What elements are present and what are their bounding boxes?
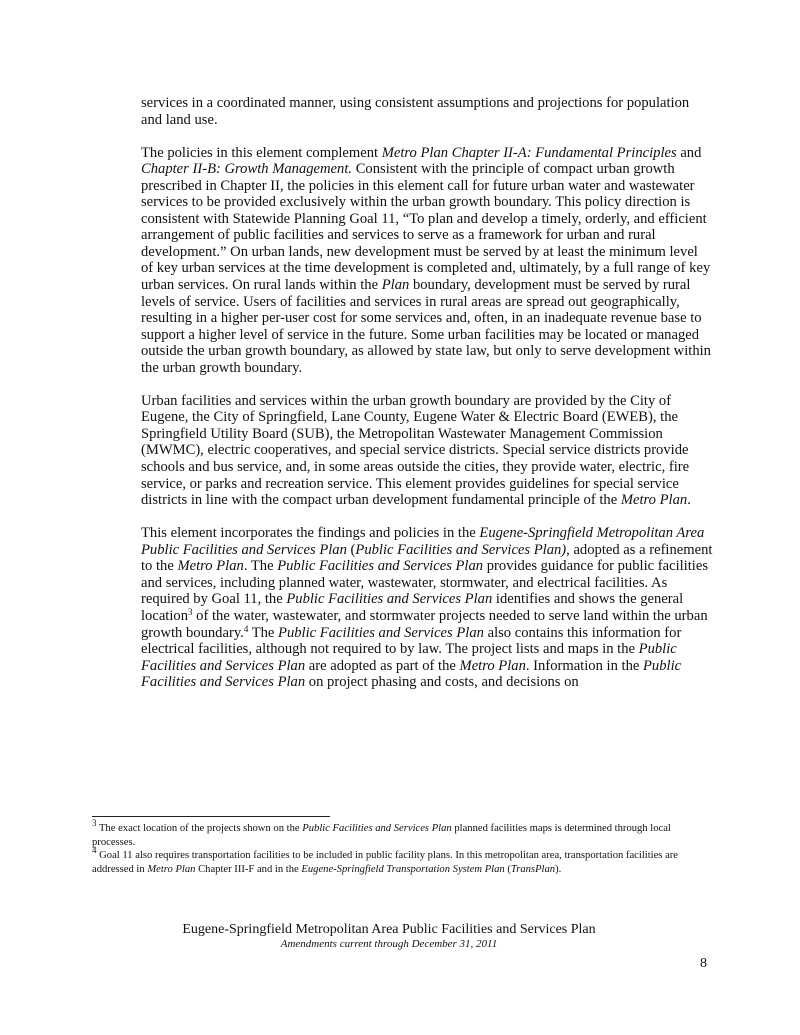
text-run: identifies and shows the general location (141, 591, 684, 624)
body-text (141, 95, 713, 691)
text-run: boundary, development must be served by rural levels of service. Users of facilities and services in rural areas are spread out geographically, resulting in a higher per-user cost for some services and, often, in an inadequate revenue base to support a higher level of service in the future. Some urban facilities may be located or managed outside the urban growth boundary, as allowed by state law, but only to serve development within the urban growth boundary. (141, 277, 711, 376)
text-run: The (248, 624, 279, 641)
text-run: This element incorporates the findings and policies in the (141, 525, 480, 542)
text-run: Chapter III-F and in the (195, 863, 302, 875)
paragraph-2 (141, 145, 713, 377)
text-run: . (687, 492, 691, 509)
italic-run: TransPlan (510, 863, 556, 875)
italic-run: Metro Plan Chapter II-A: Fundamental Principles (381, 144, 677, 161)
text-run: The exact location of the projects shown on the (96, 823, 303, 834)
footnote-4 (92, 845, 712, 876)
footer-title: Eugene-Springfield Metropolitan Area Public Facilities and Services Plan (182, 922, 596, 937)
italic-run: Public Facilities and Services Plan) (355, 541, 567, 558)
italic-run: Public Facilities and Services Plan (302, 823, 452, 834)
footnote-marker: 4 (243, 623, 249, 634)
footnotes (92, 818, 712, 876)
italic-run: Metro Plan (177, 558, 244, 575)
italic-run: Public Facilities and Services Plan (278, 624, 484, 641)
footnote-divider (92, 816, 330, 817)
footer-subtitle: Amendments current through December 31, 2011 (280, 938, 498, 950)
italic-run: Eugene-Springfield Transportation System Plan (301, 863, 505, 875)
page-footer (0, 921, 800, 951)
italic-run: Public Facilities and Services Plan (141, 657, 682, 691)
page-number: 8 (700, 956, 707, 971)
footnote-marker: 3 (188, 606, 193, 617)
text-run: also contains this information for electrical facilities, although not required to by law. The project lists and maps in the (141, 624, 682, 658)
text-run: and (676, 144, 702, 161)
italic-run: Public Facilities and Services Plan (286, 591, 493, 608)
paragraph-1 (141, 95, 713, 128)
text-run: Urban facilities and services within the urban growth boundary are provided by the City of Eugene, the City of Springfield, Lane County, Eugene Water & Electric Board (EWEB), the Springfield Utility Board (SUB), the Metropolitan Wastewater Management Commission (MWMC), electric cooperatives, and special service districts. Special service districts provide schools and bus service, and, in some areas outside the cities, they provide water, electric, fire service, or parks and recreation service. This element provides guidelines for special service districts in line with the compact urban development fundamental principle of the (141, 392, 690, 509)
text-run: , adopted as a refinement to the (141, 541, 713, 575)
text-run: planned facilities maps is determined through local processes. (92, 823, 671, 848)
text-run: on project phasing and costs, and decisions on (305, 674, 579, 691)
italic-run: Metro Plan (147, 863, 196, 875)
text-run: ( (504, 863, 511, 875)
italic-run: Chapter II-B: Growth Management. (141, 161, 353, 178)
text-run: Goal 11 also requires transportation facilities to be included in public facility plans. In this metropolitan area, transportation facilities are addressed in (92, 850, 678, 875)
text-run: of the water, wastewater, and stormwater projects needed to serve land within the urban growth boundary. (141, 607, 708, 641)
text-run: . The (243, 558, 278, 575)
italic-run: Eugene-Springfield Metropolitan Area Public Facilities and Services Plan (141, 525, 705, 558)
paragraph-4 (141, 525, 713, 690)
paragraph-3 (141, 393, 713, 509)
text-run: ( (346, 541, 356, 558)
italic-run: Public Facilities and Services Plan (141, 641, 677, 674)
italic-run: Plan (381, 277, 410, 294)
italic-run: Metro Plan (620, 492, 688, 509)
footnote-marker: 3 (92, 818, 97, 828)
text-run: . Information in the (525, 657, 644, 674)
footnote-3 (92, 818, 712, 849)
text-run: Consistent with the principle of compact urban growth prescribed in Chapter II, the policies in this element call for future urban water and wastewater services to be provided exclusively within the urban growth boundary. This policy direction is consistent with Statewide Planning Goal 11, “To plan and develop a timely, orderly, and efficient arrangement of public facilities and services to serve as a framework for urban and rural development.” On urban lands, new development must be served by at least the minimum level of key urban services at the time development is completed and, ultimately, by a full range of key urban services. On rural lands within the (141, 161, 711, 294)
italic-run: Metro Plan (459, 657, 526, 674)
text-run: ). (555, 863, 562, 875)
footnote-marker: 4 (92, 845, 97, 856)
italic-run: Public Facilities and Services Plan (277, 558, 484, 575)
text-run: The policies in this element complement (141, 144, 382, 161)
text-run: are adopted as part of the (305, 657, 460, 674)
text-run: provides guidance for public facilities and services, including planned water, wastewater, stormwater, and electrical facilities. As required by Goal 11, the (141, 558, 709, 608)
text-run: services in a coordinated manner, using consistent assumptions and projections for population and land use. (141, 95, 690, 128)
